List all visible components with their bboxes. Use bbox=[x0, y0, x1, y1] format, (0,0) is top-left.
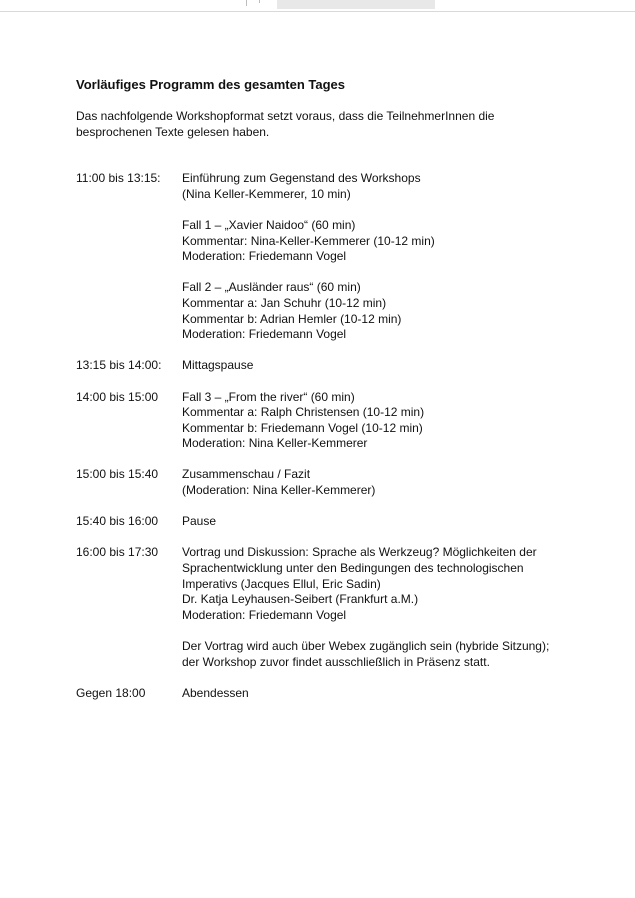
schedule-line: Kommentar a: Ralph Christensen (10-12 min) bbox=[182, 405, 425, 420]
schedule-line: Abendessen bbox=[182, 685, 249, 700]
schedule-block bbox=[182, 639, 576, 670]
schedule-line: Mittagspause bbox=[182, 358, 254, 373]
schedule-row bbox=[76, 390, 576, 452]
schedule-row bbox=[76, 358, 576, 374]
schedule-table bbox=[76, 171, 576, 701]
schedule-line: Moderation: Friedemann Vogel bbox=[182, 249, 347, 264]
schedule-line: Pause bbox=[182, 514, 217, 529]
ruler-tick bbox=[246, 0, 247, 6]
schedule-line: der Workshop zuvor findet ausschließlich in Präsenz statt. bbox=[182, 654, 490, 669]
schedule-block bbox=[182, 171, 576, 202]
schedule-line: Imperativs (Jacques Ellul, Eric Sadin) bbox=[182, 576, 381, 591]
intro-line: Das nachfolgende Workshopformat setzt voraus, dass die TeilnehmerInnen die bbox=[76, 109, 495, 123]
schedule-time: 15:40 bis 16:00 bbox=[76, 514, 159, 529]
toolbar-field[interactable] bbox=[277, 0, 435, 9]
schedule-line: Dr. Katja Leyhausen-Seibert (Frankfurt a.M.) bbox=[182, 592, 419, 607]
schedule-row bbox=[76, 514, 576, 530]
schedule-block bbox=[182, 545, 576, 623]
schedule-line: Einführung zum Gegenstand des Workshops bbox=[182, 171, 421, 186]
schedule-line: (Nina Keller-Kemmerer, 10 min) bbox=[182, 186, 351, 201]
schedule-line: Moderation: Nina Keller-Kemmerer bbox=[182, 436, 368, 451]
schedule-line: Moderation: Friedemann Vogel bbox=[182, 607, 347, 622]
schedule-row bbox=[76, 467, 576, 498]
schedule-line: Vortrag und Diskussion: Sprache als Werkzeug? Möglichkeiten der bbox=[182, 545, 537, 560]
intro-line: besprochenen Texte gelesen haben. bbox=[76, 124, 270, 139]
schedule-block bbox=[182, 514, 576, 530]
schedule-time: Gegen 18:00 bbox=[76, 685, 146, 700]
schedule-content bbox=[182, 390, 576, 452]
schedule-time: 11:00 bis 13:15: bbox=[76, 171, 161, 186]
schedule-line: Kommentar b: Adrian Hemler (10-12 min) bbox=[182, 311, 402, 326]
schedule-content bbox=[182, 545, 576, 670]
schedule-line: Zusammenschau / Fazit bbox=[182, 467, 311, 482]
ruler-tick bbox=[259, 0, 260, 3]
schedule-row bbox=[76, 171, 576, 343]
document-page bbox=[76, 76, 576, 717]
page-title: Vorläufiges Programm des gesamten Tages bbox=[76, 77, 345, 92]
schedule-row bbox=[76, 545, 576, 670]
window-top-strip bbox=[0, 0, 635, 12]
schedule-line: (Moderation: Nina Keller-Kemmerer) bbox=[182, 483, 376, 498]
schedule-line: Fall 1 – „Xavier Naidoo“ (60 min) bbox=[182, 217, 356, 232]
schedule-line: Sprachentwicklung unter den Bedingungen des technologischen bbox=[182, 561, 524, 576]
schedule-time: 15:00 bis 15:40 bbox=[76, 467, 159, 482]
schedule-line: Kommentar a: Jan Schuhr (10-12 min) bbox=[182, 295, 387, 310]
schedule-block bbox=[182, 358, 576, 374]
schedule-content bbox=[182, 171, 576, 343]
schedule-content bbox=[182, 358, 576, 374]
schedule-row bbox=[76, 686, 576, 702]
schedule-time: 14:00 bis 15:00 bbox=[76, 389, 159, 404]
schedule-line: Fall 2 – „Ausländer raus“ (60 min) bbox=[182, 280, 361, 295]
schedule-block bbox=[182, 390, 576, 452]
schedule-time: 16:00 bis 17:30 bbox=[76, 545, 159, 560]
schedule-line: Moderation: Friedemann Vogel bbox=[182, 327, 347, 342]
schedule-block bbox=[182, 467, 576, 498]
schedule-content bbox=[182, 467, 576, 498]
schedule-line: Fall 3 – „From the river“ (60 min) bbox=[182, 389, 355, 404]
schedule-time: 13:15 bis 14:00: bbox=[76, 358, 162, 373]
schedule-block bbox=[182, 218, 576, 265]
schedule-content bbox=[182, 514, 576, 530]
toolbar-divider bbox=[0, 11, 635, 12]
schedule-line: Kommentar: Nina-Keller-Kemmerer (10-12 min) bbox=[182, 233, 435, 248]
schedule-line: Der Vortrag wird auch über Webex zugänglich sein (hybride Sitzung); bbox=[182, 639, 550, 653]
schedule-line: Kommentar b: Friedemann Vogel (10-12 min) bbox=[182, 420, 423, 435]
intro-paragraph bbox=[76, 109, 576, 140]
schedule-block bbox=[182, 280, 576, 342]
schedule-content bbox=[182, 686, 576, 702]
schedule-block bbox=[182, 686, 576, 702]
